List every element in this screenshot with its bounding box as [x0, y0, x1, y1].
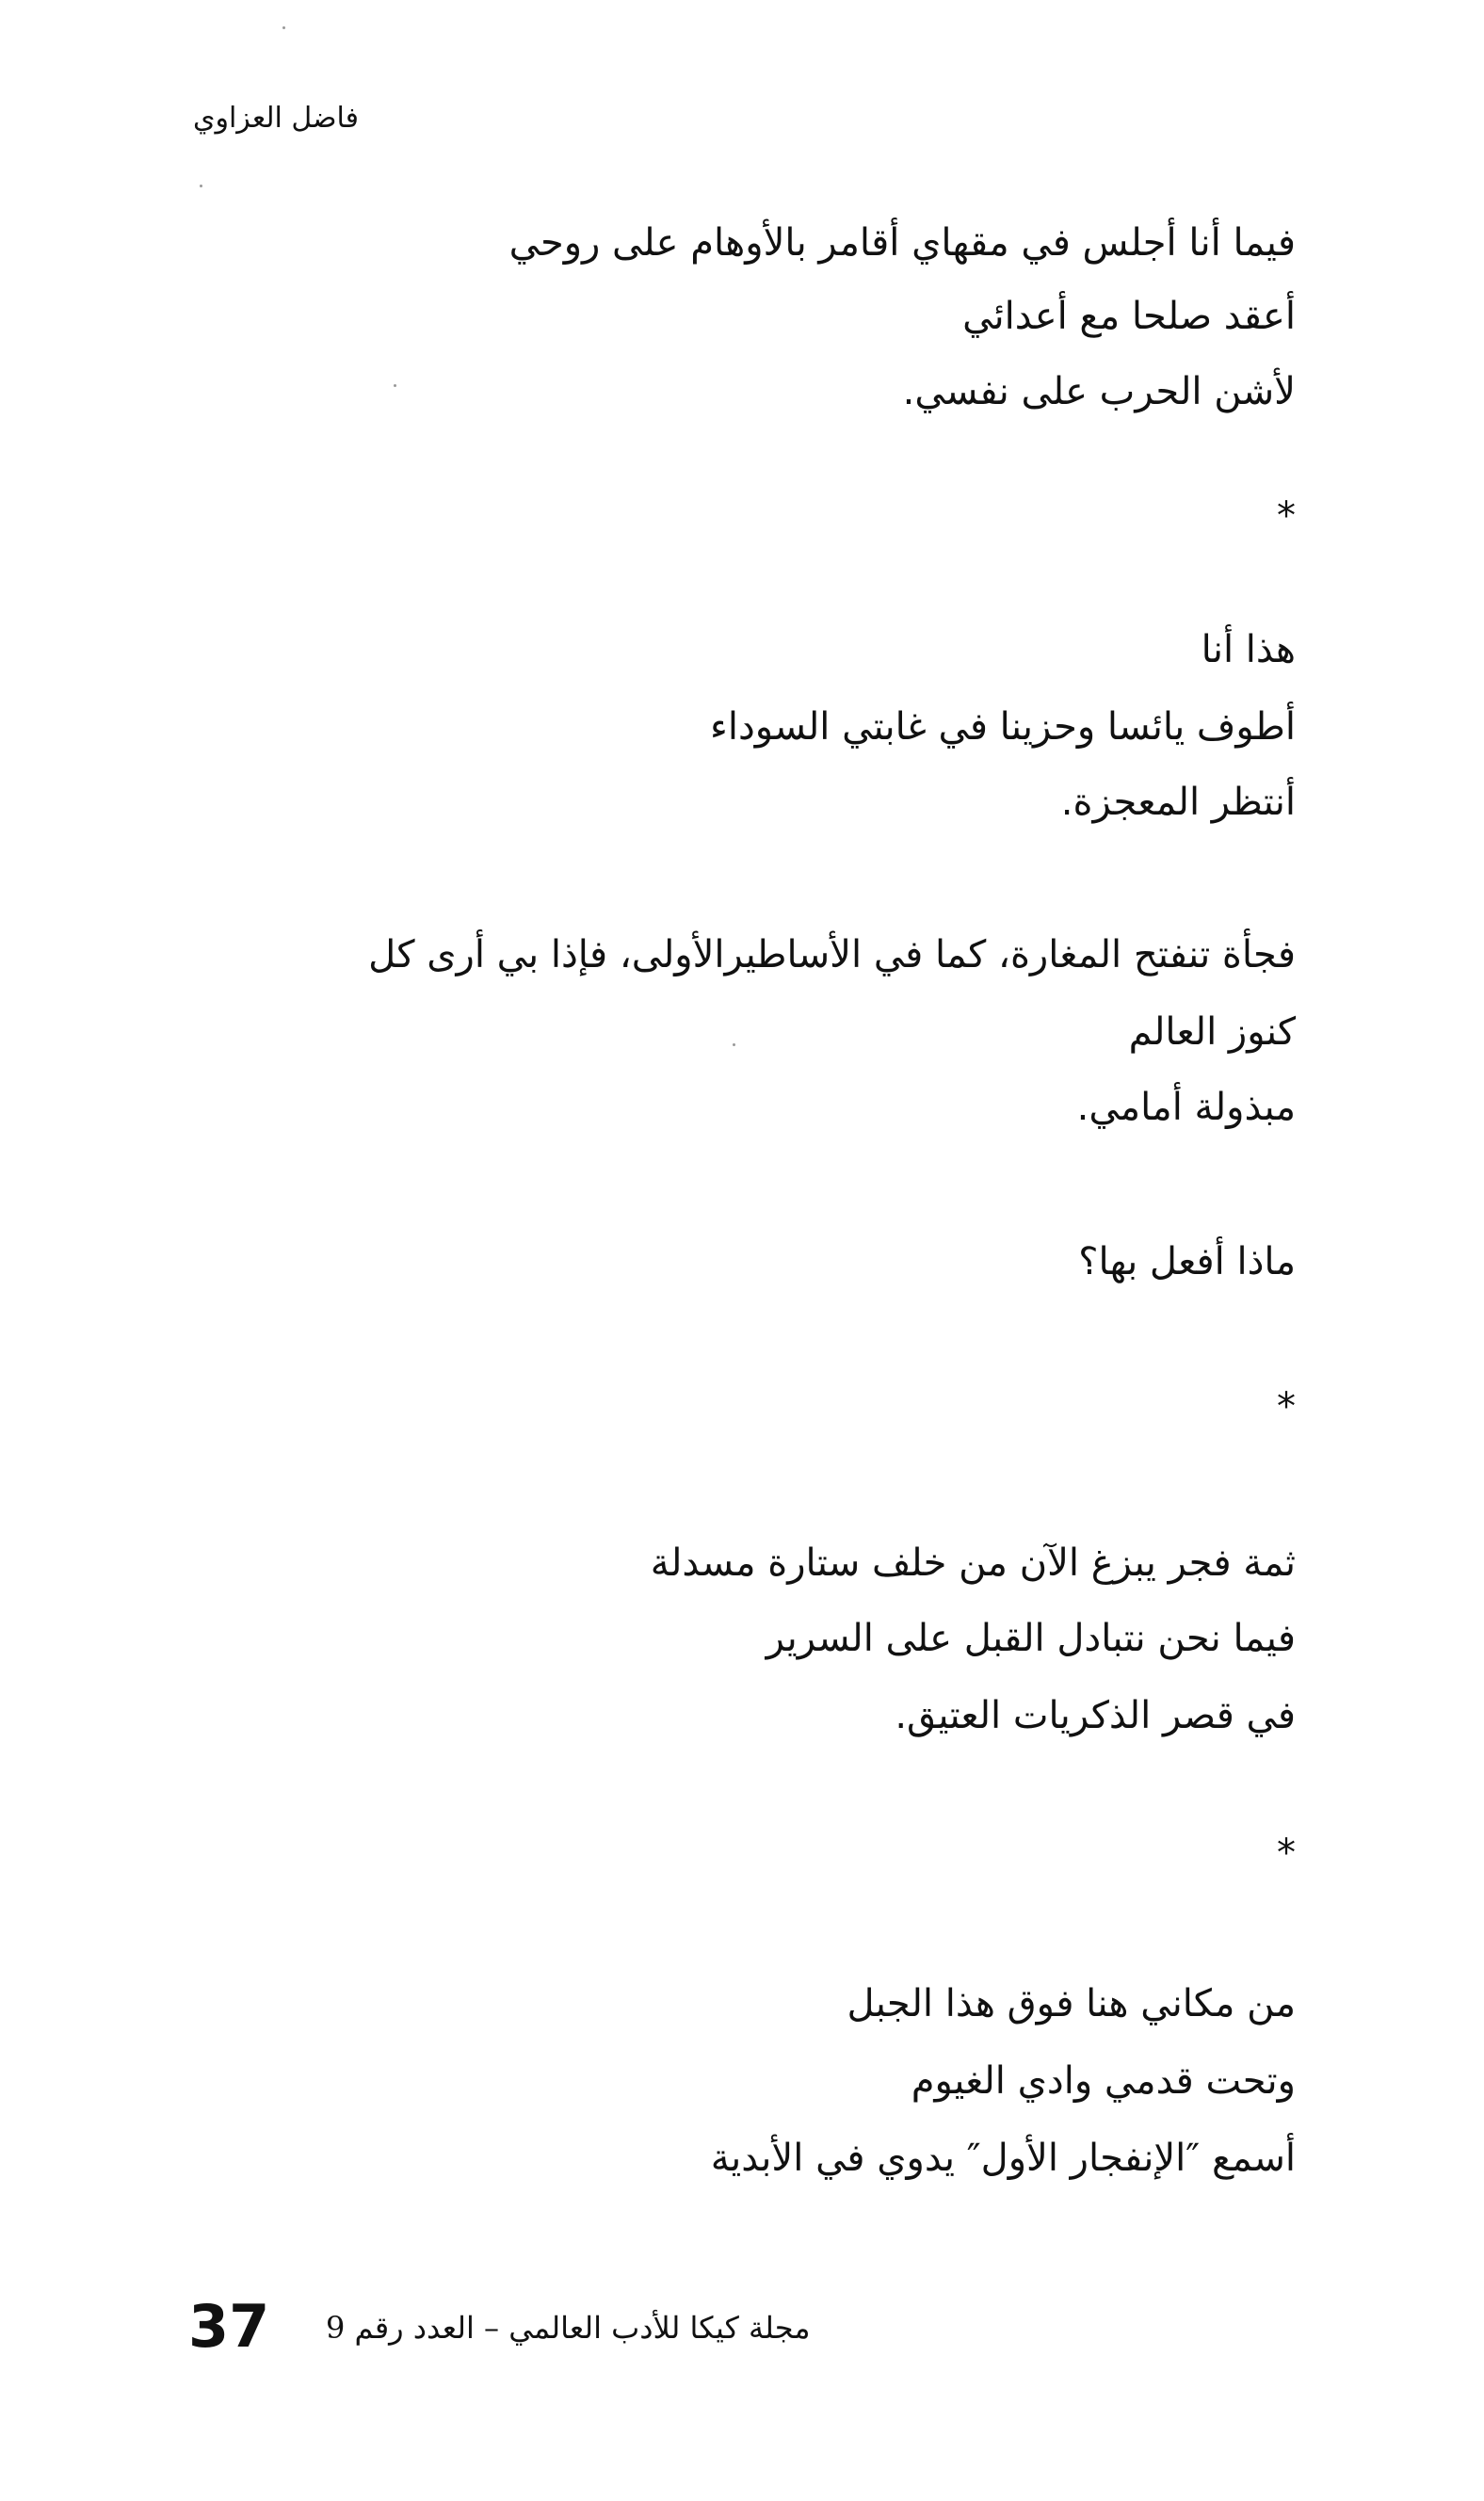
poem-line: مبذولة أمامي.: [1076, 1086, 1296, 1129]
poem-line: ثمة فجر يبزغ الآن من خلف ستارة مسدلة: [650, 1541, 1296, 1585]
section-separator: *: [1277, 1385, 1296, 1428]
poem-line: أطوف يائسا وحزينا في غابتي السوداء: [710, 705, 1296, 749]
scan-speck: [394, 384, 396, 387]
poem-line: كنوز العالم: [1128, 1010, 1296, 1054]
poem-line: في قصر الذكريات العتيق.: [895, 1694, 1296, 1737]
section-separator: *: [1277, 494, 1296, 538]
poem-line: لأشن الحرب على نفسي.: [902, 370, 1296, 413]
scan-speck: [200, 185, 202, 187]
poem-line: ماذا أفعل بها؟: [1078, 1240, 1296, 1283]
page-number: 37: [188, 2292, 270, 2361]
poem-line: وتحت قدمي وادي الغيوم: [911, 2059, 1296, 2103]
scan-speck: [282, 26, 285, 29]
author-name: فاضل العزاوي: [192, 102, 359, 135]
scan-speck: [733, 1043, 735, 1046]
poem-line: فيما نحن نتبادل القبل على السرير: [766, 1617, 1296, 1660]
poem-line: أنتظر المعجزة.: [1060, 781, 1296, 824]
journal-footer: مجلة كيكا للأدب العالمي – العدد رقم 9: [326, 2310, 811, 2346]
section-separator: *: [1277, 1831, 1296, 1875]
poem-line: هذا أنا: [1201, 628, 1296, 671]
poem-line: فيما أنا أجلس في مقهاي أقامر بالأوهام على روحي: [508, 221, 1296, 265]
poem-line: فجأة تنفتح المغارة، كما في الأساطيرالأولى، فإذا بي أرى كل: [368, 933, 1296, 976]
poem-line: من مكاني هنا فوق هذا الجبل: [847, 1982, 1296, 2025]
poem-line: أعقد صلحا مع أعدائي: [962, 295, 1296, 338]
poem-line: أسمع ″الإنفجار الأول″ يدوي في الأبدية: [710, 2137, 1296, 2180]
